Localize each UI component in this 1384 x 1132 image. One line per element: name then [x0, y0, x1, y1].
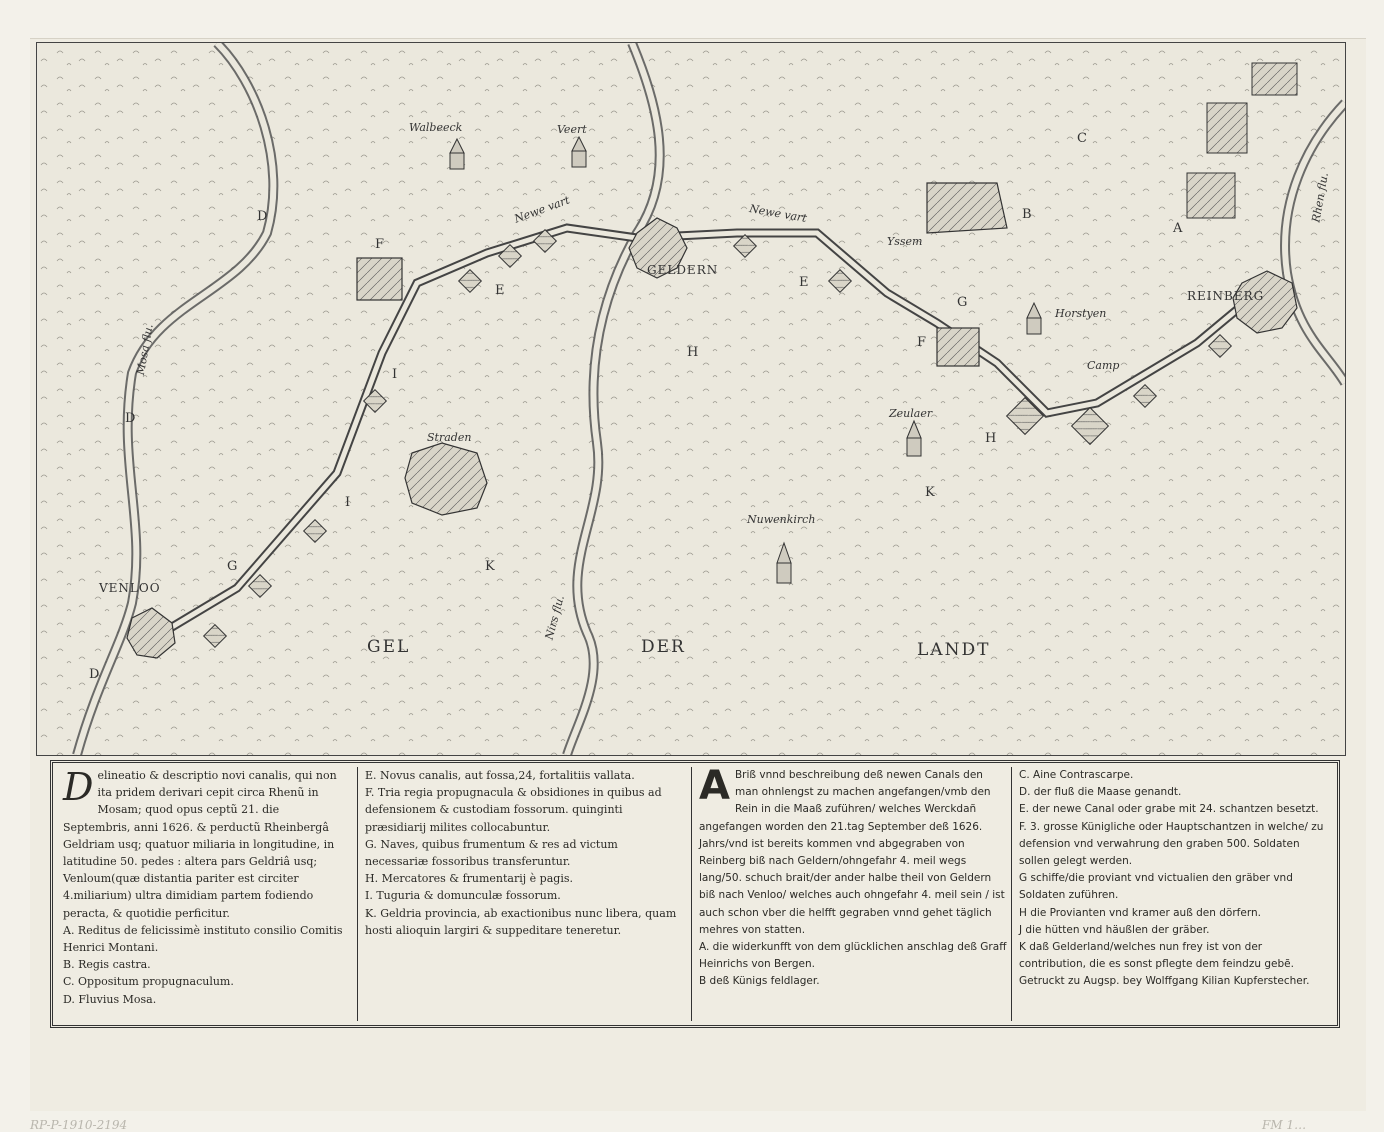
german-item-k: K daß Gelderland/welches nun frey ist von der contribution, die es sonst pflegte dem feindzu gebẽ. [1019, 941, 1294, 971]
key-h-1: H [687, 345, 699, 360]
latin-item-d: D. Fluvius Mosa. [63, 992, 157, 1006]
key-a: A [1173, 221, 1183, 236]
key-d-2: D [125, 411, 136, 426]
key-d-3: D [89, 667, 100, 682]
german-item-b: B deß Künigs feldlager. [699, 975, 820, 988]
key-e-2: E [799, 275, 809, 290]
fort-straden [405, 443, 487, 515]
label-rhine-river: Rhen flu. [1309, 171, 1331, 224]
key-f-1: F [375, 237, 385, 252]
key-f-2: F [917, 335, 927, 350]
german-item-d: D. der fluß die Maase genandt. [1019, 786, 1182, 799]
latin-item-k: K. Geldria provincia, ab exactionibus nunc libera, quam hosti alioquin largiri & suppeditare teneretur. [365, 906, 677, 937]
german-item-h: H die Provianten vnd kramer auß den dörfern. [1019, 906, 1261, 919]
label-veert: Veert [557, 123, 587, 136]
key-e-1: E [495, 283, 505, 298]
label-straden: Straden [427, 431, 472, 444]
label-mosa-river: Mosa flu. [133, 323, 156, 376]
latin-item-b: B. Regis castra. [63, 958, 151, 972]
label-camp: Camp [1087, 359, 1120, 372]
fort-yssem [927, 183, 1007, 233]
latin-item-h: H. Mercatores & frumentarij è pagis. [365, 872, 573, 886]
key-i-2: I [345, 495, 351, 510]
imprint: Getruckt zu Augsp. bey Wolffgang Kilian Kupferstecher. [1019, 975, 1310, 988]
key-k-1: K [485, 559, 495, 574]
label-horstyen: Horstyen [1055, 307, 1107, 320]
legend-text-panel [50, 760, 1340, 1028]
german-item-a: A. die widerkunfft von dem glücklichen anschlag deß Graff Heinrichs von Bergen. [699, 941, 1007, 971]
latin-description-left [63, 767, 349, 1021]
label-newe-vart-1: Newe vart [512, 193, 572, 226]
german-item-c: C. Aine Contrascarpe. [1019, 769, 1134, 781]
german-item-j: J die hütten vnd häußlen der gräber. [1019, 923, 1210, 936]
german-item-g: G schiffe/die proviant vnd victualien den gräber vnd Soldaten zuführen. [1019, 872, 1293, 902]
inventory-number-right: FM 1… [1262, 1118, 1307, 1132]
map-engraving [36, 42, 1346, 756]
inventory-number-left: RP-P-1910-2194 [30, 1118, 128, 1132]
label-yssem: Yssem [887, 235, 923, 248]
label-geldern: GELDERN [647, 263, 719, 277]
latin-intro: elineatio & descriptio novi canalis, qui non ita pridem derivari cepit circa Rhenũ in Mosam; quod opus ceptũ 21. die Septembris, anni 1626. & perductũ Rheinbergâ Geldriam usq; quatuor miliaria in longitudine, in latitudine 50. pedes : altera pars Geldriâ usq; Venloum(quæ distantia pariter est circiter 4.miliarium) ultra dimidiam partem fodiendo peracta, & quotidie perficitur. [63, 769, 337, 920]
key-h-2: H [985, 431, 997, 446]
label-nirs-river: Nirs flu. [542, 593, 567, 642]
german-description-left [699, 763, 1009, 1021]
key-g-1: G [957, 295, 968, 310]
german-item-e: E. der newe Canal oder grabe mit 24. schantzen besetzt. [1019, 803, 1319, 816]
label-newe-vart-2: Newe vart [748, 202, 808, 225]
latin-item-g: G. Naves, quibus frumentum & res ad victum necessariæ fossoribus transferuntur. [365, 837, 618, 869]
latin-initial: D [63, 765, 94, 809]
latin-item-c: C. Oppositum propugnaculum. [63, 975, 234, 989]
label-nuwenkirch: Nuwenkirch [747, 513, 816, 526]
key-i-1: I [392, 367, 398, 382]
label-region-gel: GEL [367, 637, 411, 657]
label-venloo: VENLOO [99, 581, 161, 595]
fort-f-left [357, 258, 402, 300]
latin-item-e: E. Novus canalis, aut fossa,24, fortalitiis vallata. [365, 769, 635, 782]
label-zeulaer: Zeulaer [889, 407, 933, 420]
german-intro: Briß vnnd beschreibung deß newen Canals den man ohnlengst zu machen angefangen/vmb den Rein in die Maaß zuführen/ welches Werckdañ angefangen worden den 21.tag September deß 1626. Jahrs/vnd ist bereits kommen vnd abgegraben von Reinberg biß nach Geldern/ohngefahr 4. meil wegs lang/50. schuch brait/der ander halbe theil von Geldern biß nach Venloo/ welches auch ohngefahr 4. meil sein / ist auch schon vber die helfft gegraben vnnd gehet täglich mehres von statten. [699, 769, 1005, 936]
key-d-1: D [257, 209, 268, 224]
german-initial: A [699, 763, 730, 809]
label-region-landt: LANDT [917, 640, 991, 660]
label-walbeeck: Walbeeck [409, 121, 463, 134]
key-c: C [1077, 131, 1087, 146]
key-g-2: G [227, 559, 238, 574]
key-b: B [1022, 207, 1032, 222]
latin-description-right [365, 767, 683, 1021]
map-drawing [37, 43, 1345, 755]
latin-item-f: F. Tria regia propugnacula & obsidiones in quibus ad defensionem & custodiam fossorum. quinginti præsidiarij milites collocabuntur. [365, 786, 662, 834]
latin-item-a: A. Reditus de felicissimè instituto consilio Comitis Henrici Montani. [63, 923, 343, 955]
german-item-f: F. 3. grosse Künigliche oder Hauptschantzen in welche/ zu defension vnd verwahrung den graben 500. Soldaten sollen gelegt werden. [1019, 820, 1324, 868]
label-reinberg: REINBERG [1187, 289, 1265, 303]
key-k-2: K [925, 485, 935, 500]
latin-item-i: I. Tuguria & domunculæ fossorum. [365, 889, 561, 903]
label-region-der: DER [641, 637, 686, 657]
german-description-right [1019, 767, 1329, 1021]
fort-f-right [937, 328, 979, 366]
